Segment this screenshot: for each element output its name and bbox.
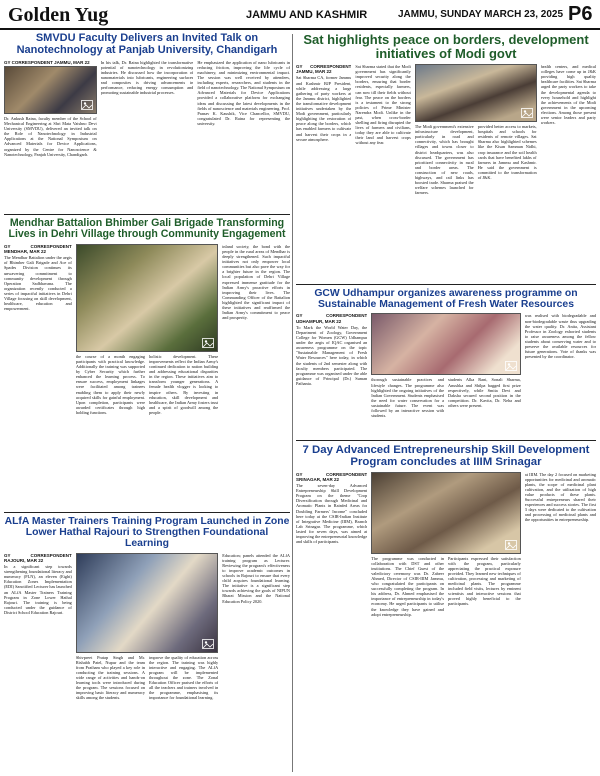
sat-col-1 [296,64,351,278]
sat-text-2: Sat Sharma stated that the Modi government has significantly improved security along the borders, ensuring that border residents, especially farmers, can now till their fields without fear. The peace on the borders is a testament to the strong policies of Prime Minister Narendra Modi. Unlike in the past, when cross-border shelling and firing disrupted the lives of farmers and civilians, today they are able to cultivate their land and harvest crops without any fear. [355,64,411,146]
divider-sat [296,284,596,285]
gcw-text-4: was realised with biodegradable and non-biodegradable waste thus upgrading the water quality. Dr. Anita, Assistant Professor in Zoology exhorted students to raise awareness among the fellow students about conserving water and to preserve the available resources for future generations. Vote of thanks was presented by the coordinator. [524,313,596,360]
story-mendhar [4,218,290,510]
byline-alfa: GY CORRESPONDENT RAJOURI, MAR 22 [4,552,72,563]
smvdu-text-3: He emphasized the application of nano lubricants in reducing friction, improving the life cycle of machinery, and minimizing environmental impact. The session was well received by attendees, including experts, researchers, and students in the field of nanotechnology. The National Symposium on Advanced Materials for Device Applications provided a collaborative platform for exchanging ideas and discussing the latest developments in the fields of nanoscience and materials engineering. Prof. Pranav K. Kaushik, Vice Chancellor, SMVDU, congratulated Dr. Raina for representing the university. [197,59,290,126]
divider-gcw [296,440,596,441]
image-icon [505,540,517,550]
sat-text-3: The Modi government's extensive infrastructure development, particularly in road and connectivity, which has brought villages and towns closer to district headquarters, was also discussed. The government has prioritized connectivity in rural and border areas. The construction of new roads, highways, and rail links has boosted trade. Sharma praised the welfare schemes launched for farmers. [414,124,474,196]
divider-mendhar [4,512,290,513]
sat-col-5 [541,64,596,278]
newspaper-name: Golden Yug [8,4,109,26]
photo-smvdu [4,66,97,114]
iiim-col-4 [525,472,596,770]
gcw-col-1 [296,313,367,437]
smvdu-col-2 [101,60,194,208]
smvdu-text-1: Dr. Ankush Raina, faculty member of the School of Mechanical Engineering at Shri Mata Vaishno Devi University (SMVDU), delivered an invited talk on the Role of Nanotechnology in Industrial Applications at the National Symposium on Advanced Materials for Device Applications, organized by the Centre for Nanoscience & Nanotechnology, Panjab University, Chandigarh. [4,115,97,157]
sat-col-2 [355,64,410,278]
iiim-text-2: The programme was conducted in collaboration with DST and other institutions. The Chief Guest of the valedictory ceremony was Dr. Zabeer Ahmed, Director of CSIR-IIIM Jammu, who congratulated the participants on successfully completing the program. In his address, Dr. Ahmed emphasised the importance of entrepreneurship in today's economy. He urged participants to utilise the knowledge they have gained and adopt entrepreneurship. [371,555,444,617]
story-sat [296,33,596,281]
story-smvdu [4,33,290,213]
mendhar-text-2: the course of a month engaging participants with practical knowledge. Additionally the training was supported by Cyber Security which further enhanced the learning process. To ensure success, employment linkages were facilitated among trainees enabling them to apply their newly acquired skills for gainful employment. Upon completion, participants were awarded certificates through high holding functions. [75,353,146,415]
alfa-text-3: improve the quality of education across the region. The training was highly interactive and engaging. The ALfA program will be implemented throughout the zone. The Zonal Education Officer praised the efforts of all the teachers and trainers involved in the programme, emphasising its importance for foundational learning. [149,654,219,701]
gcw-col-2 [371,313,521,437]
mendhar-col-1 [4,244,72,506]
masthead [0,0,600,30]
byline-iiim: GY CORRESPONDENT SRINAGAR, MAR 22 [296,471,368,482]
mendhar-col-2 [76,244,218,506]
image-icon [505,361,517,371]
mendhar-text-3: holistic development. These improvements reflect the Indian Army's continued dedication to nation building and addressing educational disparities in the region. These initiatives aim to transform younger generations. A female health vlogger is looking to inspire others. By investing in education, skill development and healthcare, the Indian Army fosters trust and a spirit of goodwill among the people. [149,353,219,415]
sat-text-4: provided better access to markets, hospitals and schools for residents of remote villages. Sat Sharma also highlighted schemes like the Kisan Samman Nidhi, crop insurance and the soil health cards that have benefited lakhs of farmers in Jammu and Kashmir. He said the government is committed to the transformation of J&K. [477,124,537,180]
column-divider [292,34,293,772]
story-iiim [296,444,596,772]
headline-gcw: GCW Udhampur organizes awareness programme on Sustainable Management of Fresh Water Resources [314,288,578,311]
headline-smvdu: SMVDU Faculty Delivers an Invited Talk on Nanotechnology at Panjab University, Chandigarh [16,33,278,56]
mendhar-text-4: inland society, the bond with the people in the rural areas of Mendhar is deeply strengthened. Such impactful initiatives not only empower local communities but also pave the way for a brighter future in the region. The local population of Dehri Village expressed immense gratitude for the Indian Army's proactive efforts in improving their lives. The Commanding Officer of the Battalion highlighted the significant impact of these initiatives and reaffirmed the Indian Army's commitment to peace and prosperity. [222,243,290,321]
gcw-text-1: To Mark the World Water Day, the Department of Zoology, Government College for Women (GCW) Udhampur under the aegis of IQAC organised an awareness programme on the topic "Sustainable Management of Fresh Water Resources" here today, in which the students of 2nd semester along with faculty members participated. The programme was organised under the able guidance of Principal (Dr.) Suman Pathania. [296,324,368,386]
headline-alfa: ALfA Master Trainers Training Program Launched in Zone Lower Hathal Rajouri to Strengthen Foundational Learning [4,516,290,550]
photo-alfa [76,553,218,653]
story-alfa [4,516,290,772]
photo-iiim [371,472,521,554]
byline-mendhar: GY CORRESPONDENT MENDHAR, MAR 22 [4,243,72,255]
headline-sat: Sat highlights peace on borders, development initiatives of Modi govt [303,33,589,62]
sat-col-3 [415,64,537,278]
byline-sat: GY CORRESPONDENT JAMMU, MAR 22 [296,64,352,75]
iiim-col-2 [371,472,521,770]
smvdu-text-2: In his talk, Dr. Raina highlighted the transformative potential of nanotechnology in revolutionizing industries. He discussed how the incorporation of nanomaterials into lubricants, engineering surfaces and composites is driving advancements in performance, reducing energy consumption and promoting sustainable industrial processes. [100,59,194,96]
alfa-col-1 [4,553,72,772]
iiim-text-4: at IIIM. The day 2 focused on marketing opportunities for medicinal and aromatic plants, the scope of medicinal plant cultivation, and the utilization of high value products of these plants. Successful entrepreneurs shared their experiences and success stories. The first 3 days were dedicated to the cultivation and processing of medicinal plants and the opportunities in entrepreneurship. [524,471,596,523]
byline-gcw: GY CORRESPONDENT UDHAMPUR, MAR 22 [296,313,368,324]
iiim-text-3: Participants expressed their satisfaction with the program, particularly appreciating the practical exposure provided. They learned new techniques of cultivation, processing and marketing of medicinal plants. The programme included field visits, lectures by eminent scientists and interactive sessions that proved highly beneficial to the participants. [448,555,521,607]
image-icon [521,108,533,118]
headline-mendhar: Mendhar Battalion Bhimber Gali Brigade Transforming Lives in Dehri Village through Community Engagement [8,218,286,241]
headline-iiim: 7 Day Advanced Entrepreneurship Skill Development Program concludes at IIIM Srinagar [302,444,590,469]
iiim-text-1: The seven-day Advanced Entrepreneurship Skill Development Program on the theme "Crop Diversification through Medicinal and Aromatic Plants in Rainfed Areas for Doubling Farmers' Income" concluded here today at the CSIR-Indian Institute of Integrative Medicine (IIIM), Branch Lab Srinagar. The programme, which lasted for seven days, was aimed at improving the entrepreneurial knowledge and skills of participants. [296,483,368,545]
alfa-text-2: Shivpreet Pratap Singh and Mr. Rishabh Patel, Nupur and the team from Pratham who played a key role in conducting the training sessions. A wide range of activities and hands-on learning tools were introduced during the program. The sessions focused on improving basic literacy and numeracy skills among the students. [75,654,146,701]
photo-sat [415,64,537,122]
page-number: P6 [568,3,593,25]
photo-mendhar [76,244,218,352]
alfa-col-4 [222,553,290,772]
alfa-text-4: Education; panels attended the ALfA training program as Lecturer. Reviewing the program's effectiveness to improve academic outcomes in schools in Rajouri to ensure that every child acquires foundational learning. The initiative is a significant step towards achieving the goals of NIPUN Bharat Mission and the National Education Policy 2020. [222,552,290,604]
photo-gcw [371,313,521,375]
gcw-col-4 [525,313,596,437]
image-icon [202,338,214,348]
iiim-col-1 [296,472,367,770]
edition-date: JAMMU, SUNDAY MARCH 23, 2025 [398,9,564,20]
smvdu-col-3 [197,60,290,208]
image-icon [81,100,93,110]
gcw-text-3: students Alka Rani, Sonali Sharma, Anushka and Shilpa bagged first prize respectively, while Smita Devi and Daksha secured second position in the competition. Dr. Kavita, Dr. Neha and others were present. [448,377,521,408]
gcw-text-2: thorough sustainable practices and lifestyle changes. The programme also highlighted the ongoing initiatives of the Indian Government. Students emphasised the need for water conservation for a sustainable future. The event was followed by an interactive session with students. [371,377,444,419]
divider-smvdu [4,214,290,215]
image-icon [202,639,214,649]
sat-text-5: health centers, and medical colleges have come up in J&K providing high quality healthcare facilities. Sat Sharma urged the party workers to take the developmental agenda to every household and highlight the achievements of the Modi government in the upcoming elections. Among those present were senior leaders and party workers. [540,64,596,126]
mendhar-col-4 [222,244,290,506]
smvdu-col-1 [4,60,97,208]
mendhar-text-1: The Mendhar Battalion under the aegis of Bhimber Gali Brigade and Ace of Spades Division continues its unwavering commitment to community development through Operation Sadbhavana. The organization recently conducted a series of impactful initiatives in Dehri Village focusing on skill development, healthcare, education and empowerment. [4,255,72,312]
sat-text-1: Sat Sharma CA, former Jammu and Kashmir BJP President, while addressing a large gathering of party workers at the Jammu district, highlighted the transformative development initiatives undertaken by the Modi government, particularly highlighting the restoration of peace along the borders, which has enabled farmers to cultivate and harvest their crops in a secure atmosphere. [296,75,352,142]
byline-smvdu: GY CORRESPONDENT JAMMU, MAR 22 [4,59,90,65]
alfa-text-1: In a significant step towards strengthening foundational literacy and numeracy (FLN), an eleven (Eight) Education Zones Implementation (EDI) Sanctified Lecturer has launched an ALfA Master Trainers Training Program in Zone Lower Hathal Rajouri. The training is being conducted under the guidance of District School Education Rajouri. [4,564,72,615]
region-label: JAMMU AND KASHMIR [246,9,368,21]
story-gcw [296,288,596,438]
alfa-col-2 [76,553,218,772]
